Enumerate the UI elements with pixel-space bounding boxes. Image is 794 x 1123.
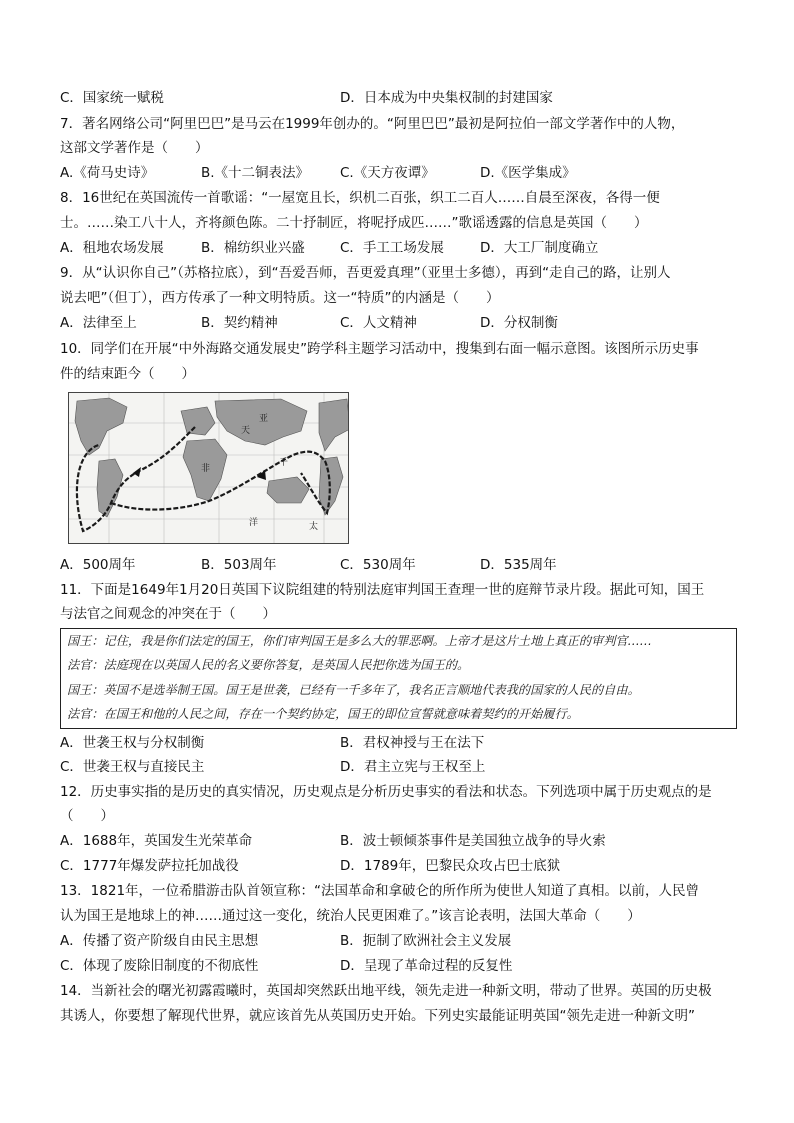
q14-stem-line1: 14．当新社会的曙光初露霞曦时，英国却突然跃出地平线，领先走进一种新文明，带动了世界。英国的历史极: [60, 983, 712, 999]
q12-option-c: C．1777年爆发萨拉托加战役: [60, 858, 239, 874]
q10-option-c: C．530周年: [340, 557, 416, 573]
q8-option-b: B．棉纺织业兴盛: [201, 240, 305, 256]
north-america: [75, 398, 127, 455]
q9-stem-line1: 9．从“认识你自己”（苏格拉底），到“吾爱吾师，吾更爱真理”（亚里士多德），再到“走自己的路，让别人: [60, 265, 671, 281]
map-label-yang: 洋: [249, 518, 259, 528]
trial-line: 法官：法庭现在以英国人民的名义要你答复，是英国人民把你选为国王的。: [67, 658, 470, 672]
trial-transcript-box: [60, 628, 737, 729]
q12-option-b: B．波士顿倾茶事件是美国独立战争的导火索: [340, 833, 606, 849]
map-svg: [69, 393, 349, 544]
map-label-tian: 天: [241, 426, 251, 436]
q10-option-b: B．503周年: [201, 557, 277, 573]
q10-stem-line2: 件的结束距今（ ）: [60, 366, 195, 382]
q13-stem-line2: 认为国王是地球上的神……通过这一变化，统治人民更困难了。”该言论表明，法国大革命（ ）: [60, 908, 641, 924]
q13-option-d: D．呈现了革命过程的反复性: [340, 958, 513, 974]
map-label-qian: 千: [279, 458, 289, 468]
q11-option-b: B．君权神授与王在法下: [340, 735, 485, 751]
q7-stem-line1: 7．著名网络公司“阿里巴巴”是马云在1999年创办的。“阿里巴巴”最初是阿拉伯一部文学著作中的人物，: [60, 116, 685, 132]
q7-option-a: A.《荷马史诗》: [60, 165, 155, 181]
map-continents: [75, 398, 349, 517]
east-landmass: [319, 399, 349, 451]
q6-option-c: C．国家统一赋税: [60, 90, 164, 106]
trial-line: 国王：英国不是选举制王国。国王是世袭，已经有一千多年了，我名正言顺地代表我的国家的人民的自由。: [67, 683, 640, 697]
q10-option-d: D．535周年: [480, 557, 557, 573]
q7-option-b: B.《十二铜表法》: [201, 165, 310, 181]
q9-option-d: D．分权制衡: [480, 315, 558, 331]
map-label-tai: 太: [309, 522, 319, 532]
q11-option-c: C．世袭王权与直接民主: [60, 759, 205, 775]
q11-option-a: A．世袭王权与分权制衡: [60, 735, 205, 751]
q7-stem-line2: 这部文学著作是（ ）: [60, 140, 209, 156]
q12-option-d: D．1789年，巴黎民众攻占巴士底狱: [340, 858, 561, 874]
q9-stem-line2: 说去吧”（但丁），西方传承了一种文明特质。这一“特质”的内涵是（ ）: [60, 290, 500, 306]
q8-option-c: C．手工工场发展: [340, 240, 444, 256]
world-voyage-map: [68, 392, 349, 544]
q6-option-d: D．日本成为中央集权制的封建国家: [340, 90, 553, 106]
q12-option-a: A．1688年，英国发生光荣革命: [60, 833, 253, 849]
europe: [181, 407, 215, 435]
q8-option-d: D．大工厂制度确立: [480, 240, 599, 256]
q10-stem-line1: 10．同学们在开展“中外海路交通发展史”跨学科主题学习活动中，搜集到右面一幅示意图。该图所示历史事: [60, 341, 699, 357]
q13-stem-line1: 13．1821年，一位希腊游击队首领宣称：“法国革命和拿破仑的所作所为使世人知道了真相。以前，人民曾: [60, 883, 700, 899]
trial-line: 法官：在国王和他的人民之间，存在一个契约协定，国王的即位宣誓就意味着契约的开始履行。: [67, 707, 579, 721]
q8-option-a: A．租地农场发展: [60, 240, 164, 256]
q10-option-a: A．500周年: [60, 557, 136, 573]
australia: [267, 477, 309, 503]
q8-stem-line1: 8．16世纪在英国流传一首歌谣：“一屋宽且长，织机二百张，织工二百人……自晨至深夜，各得一便: [60, 190, 660, 206]
q9-option-c: C．人文精神: [340, 315, 417, 331]
q13-option-c: C．体现了废除旧制度的不彻底性: [60, 958, 259, 974]
route-arrow-icon: [133, 467, 141, 477]
q14-stem-line2: 其诱人，你要想了解现代世界，就应该首先从英国历史开始。下列史实最能证明英国“领先走进一种新文明”: [60, 1008, 695, 1024]
trial-line: 国王：记住，我是你们法定的国王，你们审判国王是多么大的罪恶啊。上帝才是这片土地上真正的审判官……: [67, 634, 652, 648]
q9-option-a: A．法律至上: [60, 315, 137, 331]
q12-stem-line1: 12．历史事实指的是历史的真实情况，历史观点是分析历史事实的看法和状态。下列选项中属于历史观点的是: [60, 784, 712, 800]
q9-option-b: B．契约精神: [201, 315, 278, 331]
q13-option-b: B．扼制了欧洲社会主义发展: [340, 933, 512, 949]
q8-stem-line2: 士。……染工八十人，齐将颜色陈。二十抒制匠，将呢抒成匹……”歌谣透露的信息是英国（ ）: [60, 215, 648, 231]
q11-stem-line1: 11．下面是1649年1月20日英国下议院组建的特别法庭审判国王查理一世的庭辩节录片段。据此可知，国王: [60, 582, 705, 598]
q7-option-d: D.《医学集成》: [480, 165, 576, 181]
q13-option-a: A．传播了资产阶级自由民主思想: [60, 933, 259, 949]
q7-option-c: C.《天方夜谭》: [340, 165, 435, 181]
q11-option-d: D．君主立宪与王权至上: [340, 759, 486, 775]
q12-stem-line2: （ ）: [60, 808, 114, 824]
q11-stem-line2: 与法官之间观念的冲突在于（ ）: [60, 606, 276, 622]
map-label-fei: 非: [201, 464, 211, 474]
map-label-ya: 亚: [259, 414, 269, 424]
